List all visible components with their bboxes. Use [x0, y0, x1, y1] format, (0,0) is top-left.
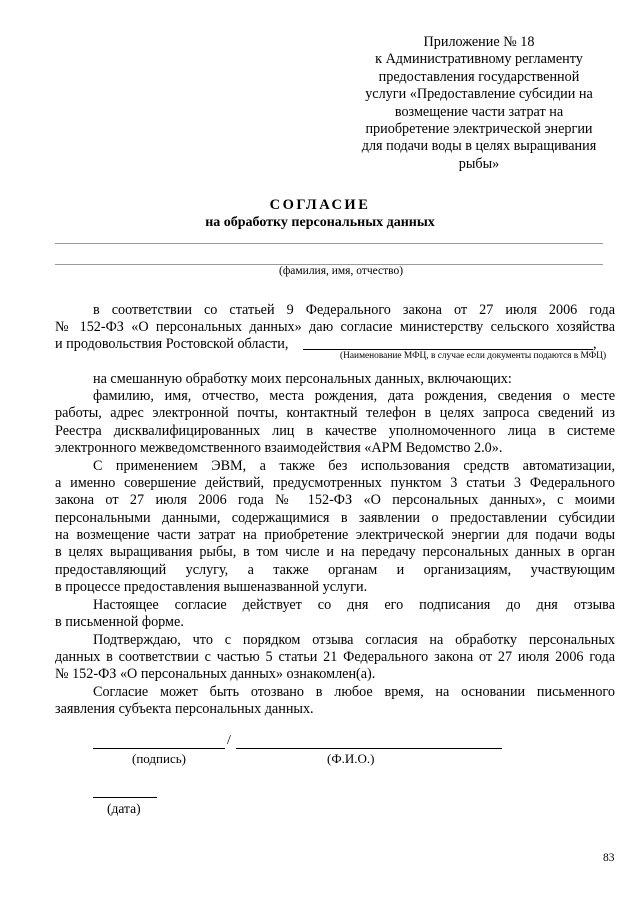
- paragraph-confirm-line: № 152-ФЗ «О персональных данных» ознакомлен(а).: [55, 666, 376, 682]
- signature-label: (подпись): [132, 751, 186, 766]
- appendix-line: предоставления государственной: [378, 68, 580, 85]
- paragraph-evm-line: персональными данными, содержащимися в заявлении о предоставлении субсидии: [55, 510, 615, 526]
- intro-line-3-suffix: ,: [593, 336, 597, 352]
- appendix-line: приобретение электрической энергии: [365, 121, 593, 138]
- intro-line-3: и продовольствия Ростовской области,: [55, 336, 289, 352]
- appendix-line: к Административному регламенту: [375, 51, 583, 68]
- signature-line: [93, 748, 225, 749]
- document-title: СОГЛАСИЕ: [269, 197, 371, 213]
- document-subtitle: на обработку персональных данных: [205, 215, 435, 230]
- paragraph-evm-line: в процессе предоставления вышеназванной услуги.: [55, 579, 368, 595]
- appendix-line: для подачи воды в целях выращивания: [361, 138, 597, 155]
- intro-line-1: в соответствии со статьей 9 Федерального закона от 27 июля 2006 года: [93, 302, 615, 318]
- paragraph-validity-line: в письменной форме.: [55, 614, 184, 630]
- paragraph-evm-line: а именно совершение действий, предусмотренных пунктом 3 статьи 3 Федерального: [55, 475, 615, 491]
- date-label: (дата): [107, 801, 141, 816]
- fio-signature-line: [236, 748, 502, 749]
- fio-blank-line-1: [55, 243, 603, 244]
- paragraph-evm-line: в целях выращивания рыбы, в том числе и на передачу персональных данных в орган: [55, 544, 615, 560]
- appendix-header: [352, 34, 606, 173]
- mfc-name-line: [303, 349, 593, 350]
- paragraph-evm-line: на возмещение части затрат на приобретение электрической энергии для подачи воды: [55, 527, 615, 543]
- paragraph-fields-line: фамилию, имя, отчество, места рождения, дата рождения, сведения о месте: [93, 388, 615, 404]
- appendix-line: Приложение № 18: [423, 34, 535, 50]
- appendix-line: возмещение части затрат на: [394, 103, 564, 120]
- paragraph-fields-line: работы, адрес электронной почты, контактный телефон в целях запроса сведений из: [55, 405, 615, 421]
- paragraph-fields-line: электронного межведомственного взаимодействия «АРМ Ведомство 2.0».: [55, 440, 503, 456]
- paragraph-confirm-line: Подтверждаю, что с порядком отзыва согласия на обработку персональных: [93, 632, 615, 648]
- paragraph-mixed: на смешанную обработку моих персональных данных, включающих:: [93, 371, 512, 387]
- appendix-line: рыбы»: [458, 155, 500, 172]
- intro-line-2: № 152-ФЗ «О персональных данных» даю согласие министерству сельского хозяйства: [55, 319, 615, 335]
- paragraph-validity-line: Настоящее согласие действует со дня его подписания до дня отзыва: [93, 597, 615, 613]
- paragraph-revoke-line: Согласие может быть отозвано в любое время, на основании письменного: [93, 684, 615, 700]
- paragraph-evm-line: закона от 27 июля 2006 года № 152-ФЗ «О персональных данных», с моими: [55, 492, 615, 508]
- paragraph-evm-line: С применением ЭВМ, а также без использования средств автоматизации,: [93, 458, 615, 474]
- appendix-line: услуги «Предоставление субсидии на: [365, 86, 593, 103]
- paragraph-fields-line: Реестра дисквалифицированных лиц в качестве уполномоченного лица в системе: [55, 423, 615, 439]
- fio-caption: (фамилия, имя, отчество): [279, 265, 404, 277]
- mfc-note: (Наименование МФЦ, в случае если документы подаются в МФЦ): [340, 351, 607, 361]
- paragraph-evm-line: предоставляющий услугу, а также органам и организациям, участвующим: [55, 562, 615, 578]
- signature-separator: /: [227, 733, 231, 748]
- paragraph-revoke-line: заявления субъекта персональных данных.: [55, 701, 314, 717]
- page-number: 83: [603, 852, 615, 864]
- paragraph-confirm-line: данных в соответствии с частью 5 статьи 21 Федерального закона от 27 июля 2006 года: [55, 649, 615, 665]
- fio-signature-label: (Ф.И.О.): [327, 751, 375, 766]
- date-line: [93, 797, 157, 798]
